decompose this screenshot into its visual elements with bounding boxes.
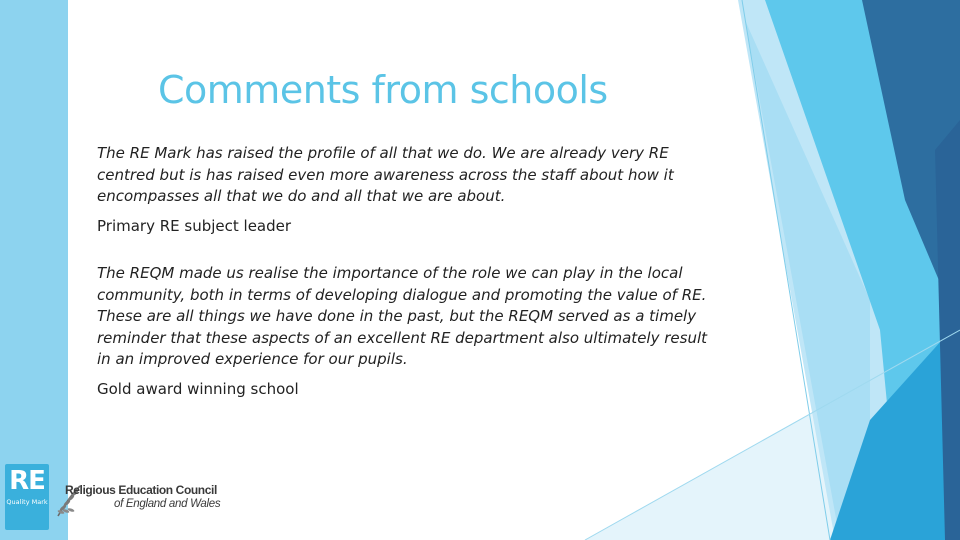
comment-quote: The REQM made us realise the importance of the role we can play in the local community, both in terms of developing dialogue and promoting the value of RE. These are all things we have done in the past, but the REQM served as a timely reminder that these aspects of an excellent RE department also ultimately result in an improved experience for our pupils. (97, 264, 707, 368)
comment-attribution: Primary RE subject leader (97, 216, 292, 235)
re-council-logo (54, 480, 234, 520)
page-title: Comments from schools (158, 68, 608, 112)
council-subtitle: of England and Wales (114, 498, 221, 510)
council-name: Religious Education Council (65, 483, 217, 497)
comment-quote: The RE Mark has raised the profile of all that we do. We are already very RE centred but is has raised even more awareness across the staff about how it encompasses all that we do and all that we are about. (97, 144, 674, 205)
comments-body (97, 143, 707, 400)
re-quality-mark-small-text: Quality Mark (6, 498, 48, 506)
re-quality-mark-logo (5, 464, 49, 530)
re-quality-mark-big-text: RE (9, 466, 45, 496)
comment-attribution: Gold award winning school (97, 379, 299, 398)
